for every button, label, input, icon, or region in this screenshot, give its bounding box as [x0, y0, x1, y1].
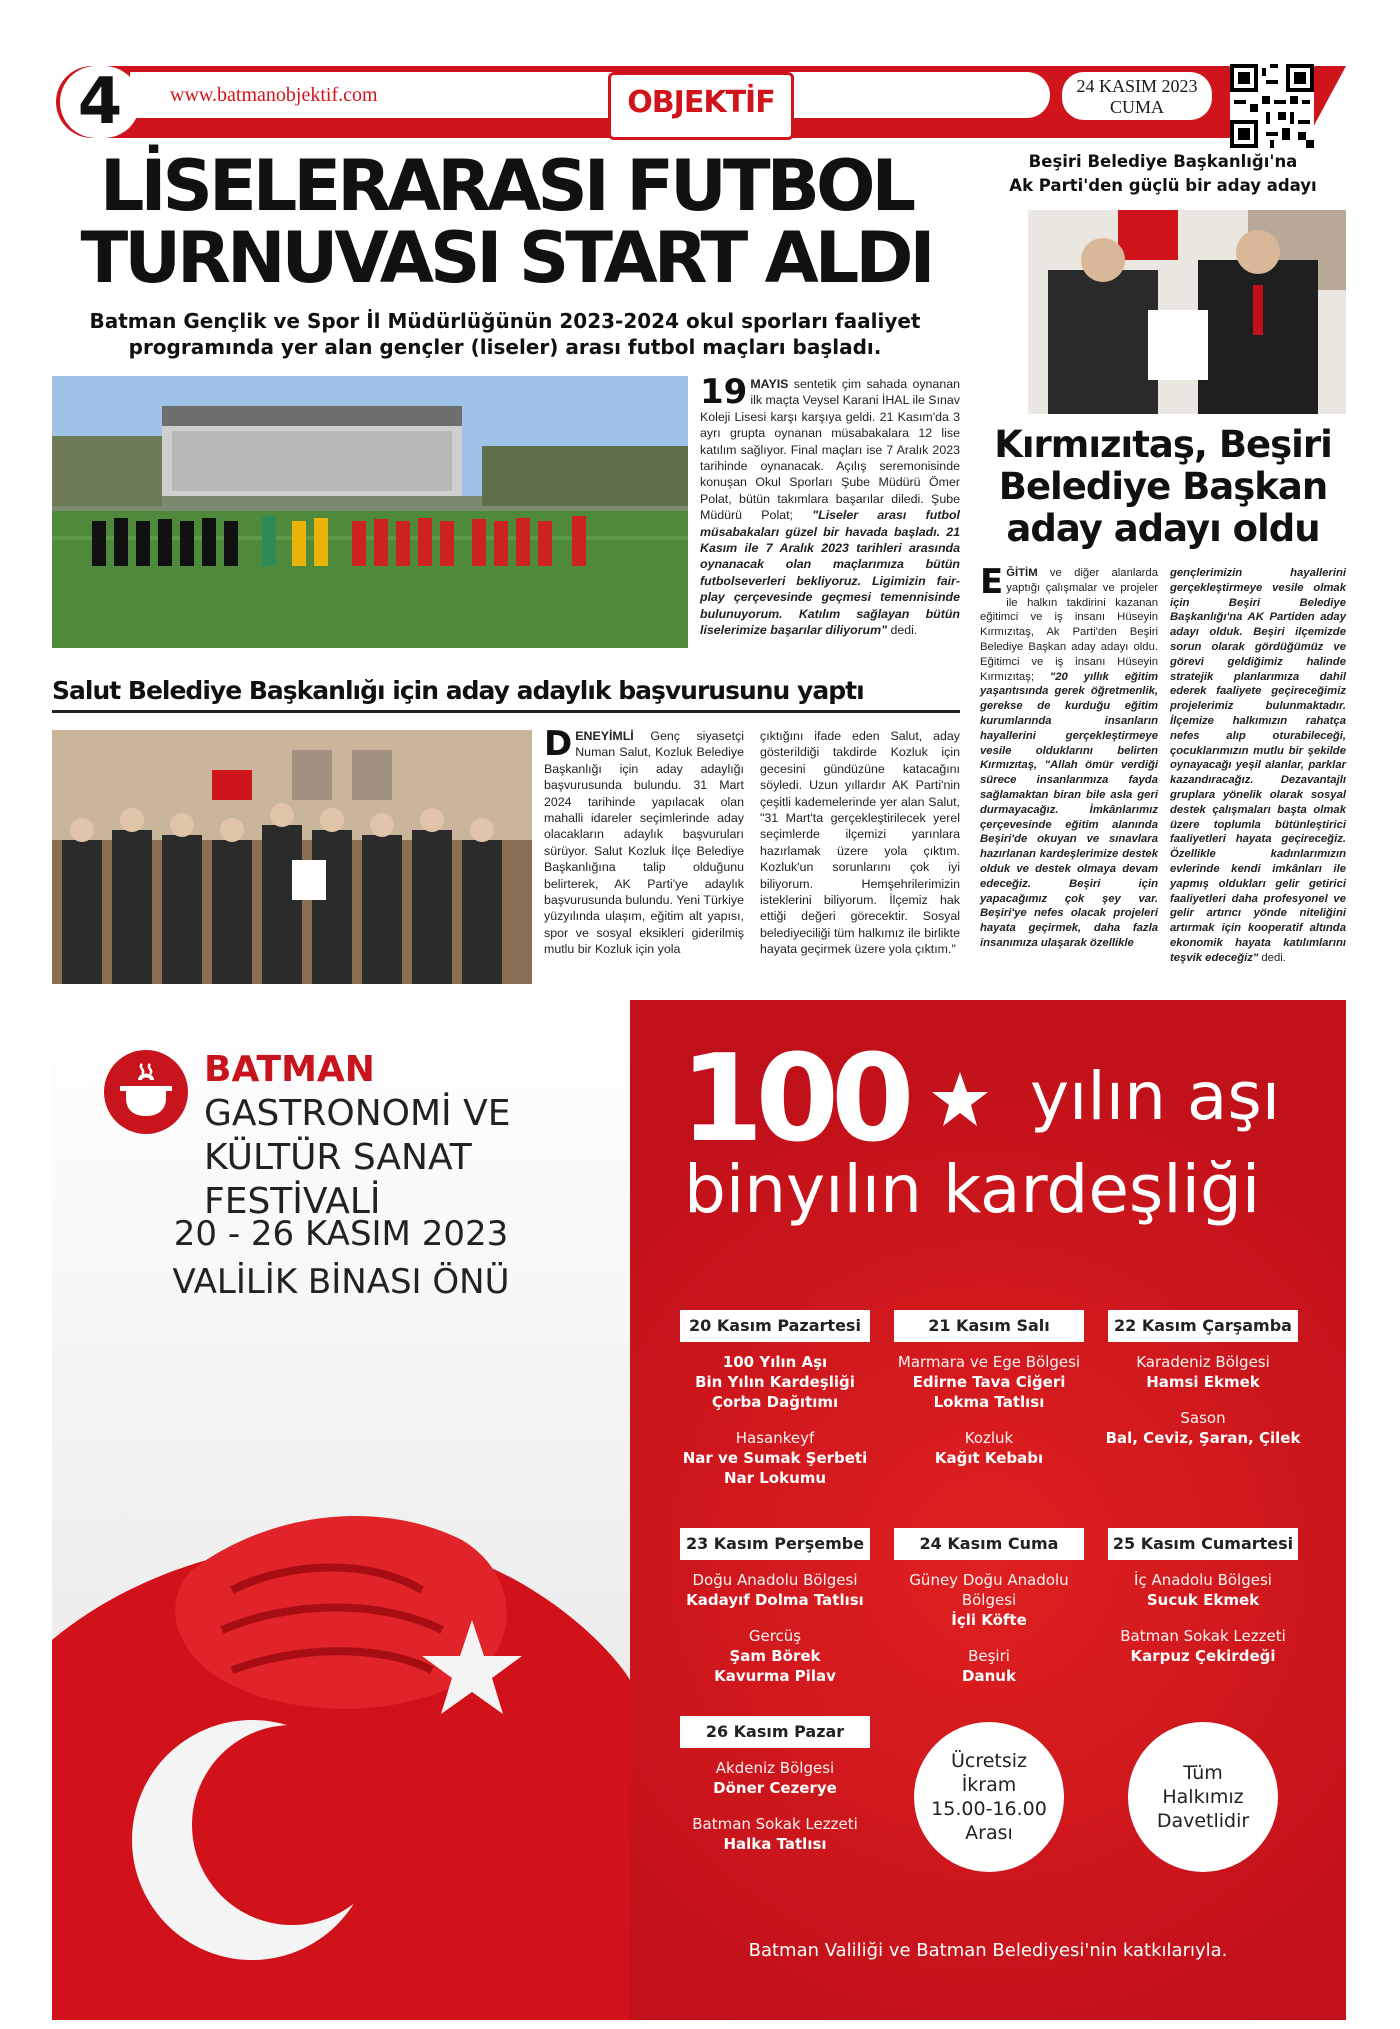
dish: Karpuz Çekirdeği [1130, 1647, 1276, 1665]
region: Batman Sokak Lezzeti [692, 1815, 858, 1833]
day-label: 21 Kasım Salı [894, 1310, 1084, 1342]
site-url[interactable]: www.batmanobjektif.com [170, 84, 378, 106]
page-header [0, 0, 1400, 150]
festival-date-range: 20 - 26 KASIM 2023 [173, 1214, 509, 1254]
region: Güney Doğu Anadolu Bölgesi [909, 1571, 1069, 1609]
circle-line: Tüm [1183, 1762, 1223, 1784]
side-col-1-plain: ve diğer alanlarda yaptığı çalışmalar ve projeler ile halkın takdirini kazanan eğitimci ve iş insanı Hüseyin Kırmızıtaş, Ak Parti'den Beşiri Belediye Başkan aday adayı oldu. Eğitimci ve iş insanı Hüseyin Kırmızıtaş; [980, 567, 1158, 683]
main-subtitle: Batman Gençlik ve Spor İl Müdürlüğünün 2023-2024 okul sporları faaliyet programında yer alan gençler (liseler) arası futbol maçları başladı. [89, 309, 921, 359]
salut-col-1-text: Genç siyasetçi Numan Salut, Kozluk Belediye Başkanlığı için aday adaylığı başvurusunda bulundu. 31 Mart 2024 tarihinde yapılacak olan mahalli idareler seçimlerinde aday olacakların adaylık başvuruları sürüyor. Salut Kozluk İlçe Belediye Başkanlığına talip olduğunu belirterek, AK Parti'ye adaylık başvurusunda bulundu. Yeni Türkiye yüzyılında ulaşım, eğitim alt yapısı, spor ve sosyal eksikleri giderilmiş mutlu bir Kozluk için yola [544, 729, 744, 957]
circle-line: Davetlidir [1156, 1810, 1250, 1832]
day-menu [884, 1352, 1094, 1468]
day-label: 24 Kasım Cuma [894, 1528, 1084, 1560]
day-label: 20 Kasım Pazartesi [680, 1310, 870, 1342]
salut-drop-word: ENEYİMLİ [575, 729, 634, 743]
dish: Nar ve Sumak Şerbeti [682, 1449, 868, 1467]
side-col-2-end: dedi. [1261, 951, 1286, 964]
festival-title-line-1 [204, 1048, 630, 1136]
region: Batman Sokak Lezzeti [1120, 1627, 1286, 1645]
circle-line: Arası [965, 1822, 1013, 1844]
day-label: 25 Kasım Cumartesi [1108, 1528, 1298, 1560]
main-article-title [52, 145, 960, 299]
side-col-2-quote: gençlerimizin hayallerini gerçekleştirmeye vesile olmak için Beşiri Belediye Başkanlığı'na AK Partiden aday adayı olduk. Beşiri ilçemizde sorun olarak gördüğümüz ve görevi geldiğimiz halinde stratejik planlarımıza dahil ederek faaliyete geçireceğimiz projelerimiz bulunmaktadır. İlçemize halkımızın rahatça nefes alıp oturabileceği, çocuklarımızın mutlu bir şekilde oynayacağı yeşil alanlar, parklar kazandıracağız. Dezavantajlı gruplara yönelik olarak sosyal destek çalışmaları başta olmak üzere toplumla bütünleştirici faaliyetleri hayata geçireceğiz. Özellikle kadınlarımızın evlerinde kendi imkânları ile yapmış oldukları gelir getirici faaliyetleri daha profesyonel ve gelir artırıcı yönde niteliğini artırmak için kooperatif altında ekonomik hayata katılımlarını teşvik edeceğiz" [1170, 567, 1346, 964]
salut-col-1 [544, 724, 744, 958]
day-menu [670, 1758, 880, 1854]
page-number: 4 [60, 66, 140, 138]
dish: 100 Yılın Aşı [722, 1353, 828, 1371]
region: Hasankeyf [735, 1429, 815, 1447]
dish: Bin Yılın Kardeşliği [695, 1373, 855, 1391]
main-article-body [700, 372, 960, 639]
football-match-photo [52, 376, 688, 648]
day-menu [670, 1352, 880, 1488]
main-body-plain: sentetik çim sahada oynanan ilk maçta Veysel Karani İHAL ile Sınav Koleji Lisesi karşı karşıya geldi. 21 Kasım'da 3 ayrı grupta oynanan müsabakalara 12 lise katılım sağlıyor. Final maçları ise 7 Aralık 2023 tarihinde oynanacak. Açılış seremonisinde konuşan Okul Sporları Şube Müdürü Ömer Polat, bütün takımlara başarılar diledi. Şube Müdürü Polat; [700, 377, 960, 523]
side-title-line-1: Kırmızıtaş, Beşiri [994, 423, 1332, 466]
slogan-line-1: yılın aşı [1030, 1058, 1281, 1135]
dish: Danuk [962, 1667, 1016, 1685]
newspaper-logo [608, 72, 794, 140]
side-col-1 [980, 562, 1158, 951]
dish: Çorba Dağıtımı [711, 1393, 839, 1411]
side-kicker-line-2: Ak Parti'den güçlü bir aday adayı [1009, 176, 1317, 195]
region: Gercüş [748, 1627, 802, 1645]
main-title-line-1: LİSELERARASI FUTBOL [99, 145, 913, 227]
ad-right-panel [630, 1000, 1346, 2020]
day-label: 26 Kasım Pazar [680, 1716, 870, 1748]
side-drop-letter: E [980, 562, 1004, 602]
day-label: 23 Kasım Perşembe [680, 1528, 870, 1560]
drop-word: MAYIS [750, 377, 789, 391]
region: İç Anadolu Bölgesi [1134, 1571, 1272, 1589]
weekday-line: CUMA [1109, 97, 1164, 117]
dish: Nar Lokumu [723, 1469, 827, 1487]
dish: İçli Köfte [951, 1611, 1027, 1629]
day-menu [1098, 1570, 1308, 1666]
region: Akdeniz Bölgesi [715, 1759, 835, 1777]
invitation-circle [1128, 1722, 1278, 1872]
pot-icon [104, 1050, 188, 1134]
day-menu [884, 1570, 1094, 1686]
logo-text: OBJEKTİF [627, 85, 775, 120]
side-title-line-3: aday adayı oldu [1006, 507, 1320, 550]
region: Doğu Anadolu Bölgesi [692, 1571, 858, 1589]
dish: Edirne Tava Ciğeri [912, 1373, 1066, 1391]
salut-photo [52, 730, 532, 984]
dish: Kağıt Kebabı [934, 1449, 1044, 1467]
salut-title: Salut Belediye Başkanlığı için aday adaylık başvurusunu yaptı [52, 676, 864, 705]
dish: Bal, Ceviz, Şaran, Çilek [1105, 1429, 1301, 1447]
festival-city: BATMAN [204, 1049, 375, 1090]
region: Sason [1180, 1409, 1226, 1427]
main-title-line-2: TURNUVASI START ALDI [80, 217, 932, 299]
region: Karadeniz Bölgesi [1136, 1353, 1270, 1371]
free-treat-circle [914, 1722, 1064, 1872]
star-icon [930, 1070, 990, 1130]
festival-title-line-2: KÜLTÜR SANAT FESTİVALİ [204, 1137, 472, 1222]
dish: Hamsi Ekmek [1146, 1373, 1260, 1391]
region: Marmara ve Ege Bölgesi [897, 1353, 1081, 1371]
side-title-line-2: Belediye Başkan [998, 465, 1328, 508]
circle-line: Ücretsiz [950, 1750, 1028, 1772]
main-body-quote: "Liseler arası futbol müsabakaları güzel bir havada başladı. 21 Kasım ile 7 Aralık 2023 tarihleri arasında oynanacak olan maçlarımıza bütün futbolseverleri bekliyoruz. Ligimizin fair-play çerçevesinde geçmesi temennisinde bulunuyorum. Katılım sağlayan bütün liselerimize başarılar diliyorum" [700, 508, 960, 638]
day-menu [1098, 1352, 1308, 1448]
circle-line: 15.00-16.00 [931, 1798, 1047, 1820]
region: Kozluk [964, 1429, 1014, 1447]
issue-date [1062, 72, 1212, 120]
festival-date [52, 1210, 630, 1306]
side-kicker [980, 150, 1346, 198]
divider [52, 710, 960, 713]
day-menu [670, 1570, 880, 1686]
ad-footer: Batman Valiliği ve Batman Belediyesi'nin katkılarıyla. [748, 1940, 1228, 1961]
region: Beşiri [968, 1647, 1010, 1665]
day-label: 22 Kasım Çarşamba [1108, 1310, 1298, 1342]
ad-left-panel [52, 1000, 630, 2020]
dish: Kadayıf Dolma Tatlısı [686, 1591, 864, 1609]
side-photo [1028, 210, 1346, 414]
dish: Sucuk Ekmek [1146, 1591, 1260, 1609]
salut-col-2: çıktığını ifade eden Salut, aday gösterildiği takdirde Kozluk için gecesini gündüzüne katacağını söyledi. Uzun yıllardır AK Parti'nin çeşitli kademelerinde yer alan Salut, "31 Mart'ta gerçekleştirilecek yerel seçimlerde ilçemizi yarınlara hazırlamak üzere yola çıktım. Kozluk'un sorunlarını çok iyi biliyorum. Hemşehrilerimizin isteklerini biliyorum. İlçemiz hak ettiği değeri görecektir. Sosyal belediyeciliği tüm halkımız ile birlikte hayata geçirmek üzere yola çıktım." [760, 729, 960, 957]
circle-line: Halkımız [1162, 1786, 1244, 1808]
dish: Lokma Tatlısı [933, 1393, 1045, 1411]
flag-hands-image [52, 1420, 630, 2020]
qr-code-icon[interactable] [1230, 64, 1314, 148]
side-title [980, 424, 1346, 550]
circle-line: İkram [961, 1774, 1017, 1796]
date-line: 24 KASIM 2023 [1076, 76, 1198, 96]
side-kicker-line-1: Beşiri Belediye Başkanlığı'na [1028, 152, 1298, 171]
drop-number: 19 [700, 372, 748, 412]
side-col-1-quote: "20 yıllık eğitim yaşantısında gerek öğretmenlik, gerekse de kurduğu eğitim kurumlarında insanların hayallerini gerçekleştirmeye vesile olduklarını belirten Kırmızıtaş, "Allah ömür verdiği sürece insanlarımıza fayda sağlamaktan biran bile asla geri durmayacağız. İmkânlarımız çerçevesinde eğitim alanında Beşiri'de okuyan ve sınavlara hazırlanan kardeşlerimize destek olduk ve destek olmaya devam edeceğiz. Beşiri için yapacağımız çok şey var. Beşiri'ye nefes olacak projeleri hayata geçirmek, daha fazla insanımıza ulaşarak özellikle [980, 670, 1158, 949]
festival-venue: VALİLİK BİNASI ÖNÜ [172, 1262, 510, 1302]
festival-title [204, 1048, 630, 1224]
side-drop-word: ĞİTİM [1006, 567, 1038, 579]
dish: Kavurma Pilav [714, 1667, 836, 1685]
salut-drop-letter: D [544, 724, 573, 764]
main-body-end: dedi. [890, 623, 918, 638]
festival-ad [52, 1000, 1346, 2020]
dish: Halka Tatlısı [723, 1835, 827, 1853]
side-col-2 [1170, 566, 1346, 966]
slogan-line-2: binyılın kardeşliği [684, 1151, 1261, 1228]
hundred-logo: 100 [680, 1030, 907, 1169]
dish: Şam Börek [729, 1647, 821, 1665]
festival-title-rest: GASTRONOMİ VE [204, 1093, 511, 1134]
dish: Döner Cezerye [713, 1779, 837, 1797]
